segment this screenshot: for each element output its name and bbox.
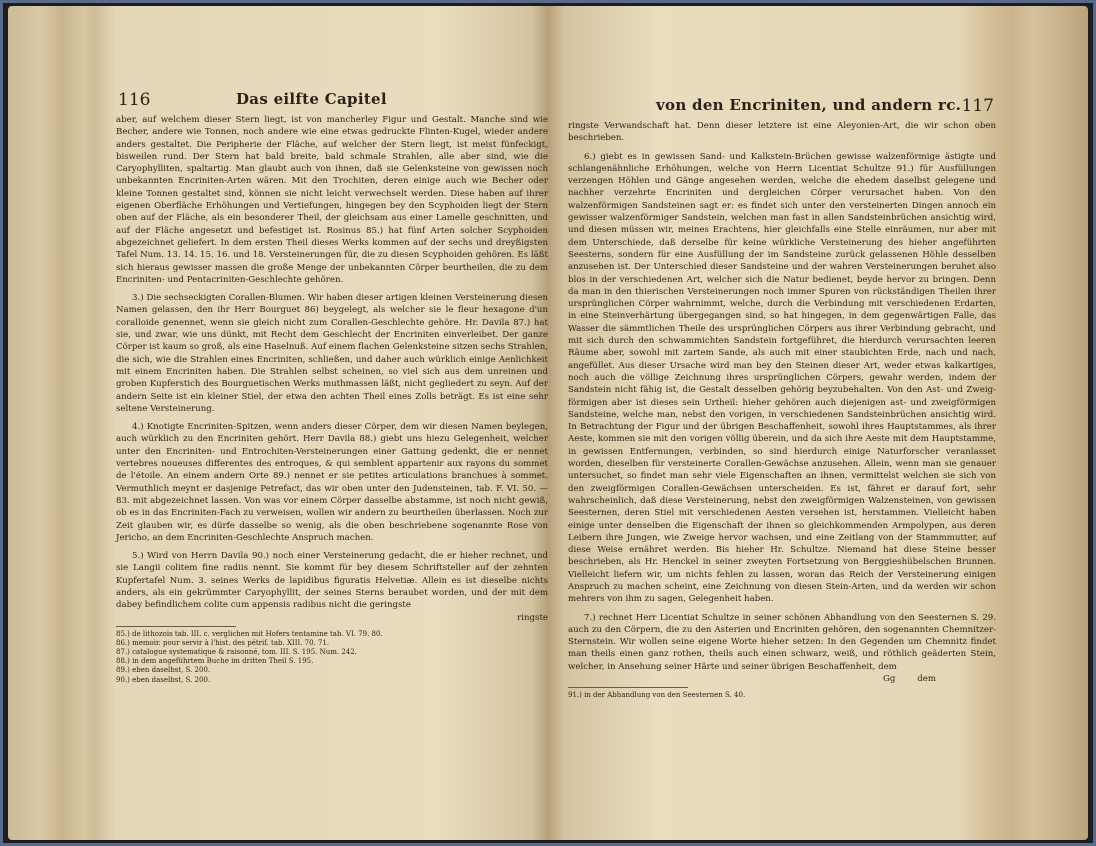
left-page-header bbox=[116, 84, 548, 114]
paragraph: 5.) Wird von Herrn Davila 90.) noch einer Versteinerung gedacht, die er hieher rechnet, und sie Langii colitem fine radiis nennt. Sie kommt für bey diesem Schriftsteller auf der zehnten Kupfertafel Num. 3. seines Werks de lapidibus figuratis Helvetiæ. Allein es ist dieselbe nichts anders, als ein gekrümmter Caryophyllit, der seines Sterns beraubet worden, und der mit dem dabey befindlichem colite cum appensis radibus nicht die geringste bbox=[116, 551, 548, 611]
signature-mark bbox=[568, 673, 996, 685]
right-footnotes bbox=[568, 691, 996, 700]
footnote: 89.) eben daselbst, S. 200. bbox=[116, 666, 211, 675]
left-catchword: ringste bbox=[517, 612, 548, 623]
footnote-rule bbox=[568, 687, 688, 688]
footnote: 87.) catalogue systematique & raisonné, tom. III. S. 195. Num. 242. bbox=[116, 647, 357, 656]
right-page bbox=[568, 90, 996, 820]
footnote: 88.) in dem angeführtem Buche im dritten Theil S. 195. bbox=[116, 657, 314, 666]
footnote: 90.) eben daselbst, S. 200. bbox=[116, 675, 211, 684]
paragraph: 3.) Die sechseckigten Corallen-Blumen. Wir haben dieser artigen kleinen Versteinerung diesen Namen gelassen, den ihr Herr Bourguet 86) beygelegt, als welcher sie le fleur hexagone d'un coralloide genennet, wenn sie gleich nicht zum Corallen-Geschlechte gehöre. Hr. Davila 87.) hat sie, und zwar, wie uns dünkt, mit Recht dem Geschlecht der Encriniten einverleibet. Der ganze Cörper ist kaum so groß, als eine Haselnuß. Auf einem flachen Gelenksteine sitzen sechs Strahlen, die sich, wie die Strahlen eines Encriniten, schließen, und daher auch würklich einige Aenlichkeit mit einem Encriniten haben. Die Strahlen selbst scheinen, so viel sich aus dem unreinen und groben Kupferstich des Bourguetischen Werks muthmassen läßt, nicht gegliedert zu seyn. Auf der andern Seite ist ein kleiner Stiel, der etwa den achten Theil eines Zolls beträgt. Es ist eine sehr seltene Versteinerung. bbox=[116, 293, 548, 414]
right-page-number: 117 bbox=[961, 96, 994, 116]
footnote: 91.) in der Abhandlung von den Seesternen S. 40. bbox=[568, 691, 746, 700]
left-page bbox=[116, 84, 548, 824]
footnote: 85.) de lithozois tab. III. c. verglichen mit Hofers tentamine tab. VI. 79. 80. bbox=[116, 629, 383, 638]
left-running-title: Das eilfte Capitel bbox=[236, 90, 387, 108]
paragraph: aber, auf welchem dieser Stern liegt, ist von mancherley Figur und Gestalt. Manche sind wie Becher, andere wie Tonnen, noch andere wie eine etwas gedruckte Flinten-Kugel, wieder andere anders gestaltet. Die Peripherie der Fläche, auf welcher der Stern liegt, ist meist fünfeckigt, bisweilen rund. Der Stern hat bald breite, bald schmale Strahlen, alle aber sind, wie die Caryophylliten, spaltartig. Man glaubt auch von ihnen, daß sie Gelenksteine von gewissen noch unbekannten Encriniten-Arten wären. Mit den Trochiten, deren einige auch wie Becher oder kleine Tonnen gestaltet sind, können sie nicht leicht verwechselt werden. Diese haben auf ihrer eigenen Oberfläche Erhöhungen und Vertiefungen, hingegen bey den Scyphoiden liegt der Stern oben auf der Fläche, als ein besonderer Theil, der gleichsam aus einer Lamelle geschnitten, und auf der Fläche angesetzt und befestiget ist. Rosinus 85.) hat fünf Arten solcher Scyphoiden abgezeichnet geliefert. In dem ersten Theil dieses Werks kommen auf der sechs und dreyßigsten Tafel Num. 13. 14. 15. 16. und 18. Versteinerungen für, die zu diesen Scyphoiden gehören. Es läßt sich hieraus gewisser massen die große Menge der unbekannten Cörper beurtheilen, die zu dem Encriniten- und Pentacriniten-Geschlechte gehören. bbox=[116, 115, 548, 285]
right-catchword: dem bbox=[917, 674, 936, 685]
paragraph: 6.) giebt es in gewissen Sand- und Kalkstein-Brüchen gewisse walzenförmige ästigte und schlangenähnliche Erhöhungen, welche von Herrn Licentiat Schultze 91.) für Ausfüllungen verzengen Höhlen und Gänge angesehen werden, welche die ehedem daselbst gelegene und nachher verzehrte Encriniten und dergleichen Cörper verursachet haben. Von den walzenförmigen Sandsteinen sagt er: es findet sich unter den versteinerten Dingen annoch ein gewisser walzenförmiger Sandstein, welchen man fast in allen Sandsteinbrüchen ansichtig wird, und diesen müssen wir, meines Erachtens, hier gleichfalls eine Stelle einräumen, nur aber mit dem Unterschiede, daß derselbe für keine würkliche Versteinerung des hieher angeführten Seesterns, sondern für eine Ausfüllung der im Sandsteine zurück gelassenen Höhle desselben anzusehen ist. Der Unterschied dieser Sandsteine und der wahren Versteinerungen beruhet also blos in der verschiedenen Art, welcher sich die Natur bedienet, beyde hervor zu bringen. Denn da man in den thierischen Versteinerungen noch immer Spuren von rückständigen Theilen ihrer ursprünglichen Cörper wahrnimmt, welche, durch die Verbindung mit verschiedenen Erdarten, in eine Steinverhärtung übergegangen sind, so hat hingegen, in dem gegenwärtigen Falle, das Wasser die sämmtlichen Theile des ursprünglichen Cörpers aus ihrer Verbindung gebracht, und mit sich durch den schwammichten Sandstein fortgeführet, die hierdurch verursachten leeren Räume aber, sowohl mit zartem Sande, als auch mit einer staubichten Erde, nach und nach, angefüllet. Aus dieser Ursache wird man bey den Steinen dieser Art, weder etwas kalkartiges, noch auch die völlige Zeichnung ihres ursprünglichen Cörpers, gewahr werden, indem der Sandstein nicht fähig ist, die Gestalt desselben gehörig beyzubehalten. Von den Ast- und Zweig-förmigen aber ist dieses sein Urtheil: hieher gehören auch diejenigen ast- und zweigförmigen Sandsteine, welche man, nebst den vorigen, in verschiedenen Sandsteinbrüchen ansichtig wird. In Betrachtung der Figur und der übrigen Beschaffenheit, sowohl ihres Hauptstammes, als ihrer Aeste, kommen sie mit den vorigen völlig überein, und da sich ihre Aeste mit dem Hauptstamme, in gewissen Entfernungen, verbinden, so sind hierdurch einige Naturforscher veranlasset worden, dieselben für versteinerte Corallen-Gewächse anzusehen. Allein, wenn man sie genauer untersuchet, so findet man sehr viele Eigenschaften an ihnen, vermittelst welchen sie sich von den zweigförmigen Corallen-Gewächsen unterscheiden. Es ist, fähret er darauf fort, sehr wahrscheinlich, daß diese Versteinerung, nebst den zweigförmigen Walzensteinen, von gewissen Seesternen, deren Stiel mit verschiedenen Aesten versehen ist, herstammen. Vielleicht haben einige unter denselben die Eigenschaft der ihnen so gleichkommenden Armpolypen, aus deren Leibern ihre Jungen, wie Zweige hervor wachsen, und eine Zeitlang von der Stammmutter, auf diese Weise ernähret werden. Bis hieher Hr. Schultze. Niemand hat diese Steine besser beschrieben, als Hr. Henckel in seiner zweyten Fortsetzung von Berggieshübelschen Brunnen. Vielleicht liefern wir, um nichts fehlen zu lassen, woran das Reich der Versteinerung einigen Anspruch zu machen scheint, eine Zeichnung von diesen Stein-Arten, und da werden wir schon mehrers von ihm zu sagen, Gelegenheit haben. bbox=[568, 151, 996, 605]
paragraph: 4.) Knotigte Encriniten-Spitzen, wenn anders dieser Cörper, dem wir diesen Namen beylegen, auch würklich zu den Encriniten gehört. Herr Davila 88.) giebt uns hiezu Gelegenheit, welcher unter den Encriniten- und Entrochiten-Versteinerungen einer Gattung gedenkt, die er nennet vertebres noueuses differentes des entroques, & qui semblent appartenir aux rayons du sommet de l'étoile. An einem andern Orte 89.) nennet er sie petites articulations branchues à sommet. Vermuthlich meynt er dasjenige Petrefact, das wir oben unter den Judensteinen, tab. F. VI. 50. — 83. mit abgezeichnet lassen. Von was vor einem Cörper dasselbe abstamme, ist noch nicht gewiß, ob es in das Encriniten-Fach zu verweisen, wollen wir andern zu beurtheilen überlassen. Noch zur Zeit glauben wir, es dürfe dasselbe so wenig, als die oben beschriebene sogenannte Rose von Jericho, an dem Encriniten-Geschlechte Anspruch machen. bbox=[116, 422, 548, 543]
right-page-header bbox=[568, 90, 996, 120]
right-running-title: von den Encriniten, und andern rc. bbox=[656, 96, 962, 114]
left-footnotes bbox=[116, 630, 548, 685]
footnote: 86.) memoir. pour servir à l'hist. des pétrif. tab. XIII. 70. 71. bbox=[116, 638, 330, 647]
left-page-number: 116 bbox=[118, 90, 151, 110]
open-book bbox=[8, 6, 1088, 840]
paragraph: ringste Verwandschaft hat. Denn dieser letztere ist eine Aleyonien-Art, die wir schon oben beschrieben. bbox=[568, 121, 996, 144]
footnote-rule bbox=[116, 626, 236, 627]
signature-text: Gg bbox=[883, 674, 896, 685]
right-page-body bbox=[568, 120, 996, 673]
paragraph: 7.) rechnet Herr Licentiat Schultze in seiner schönen Abhandlung von den Seesternen S. 29. auch zu den Cörpern, die zu den Asterien und Encriniten gehören, den sogenannten Chemnitzer-Sternstein. Wir wollen seine eigene Worte hieher setzen: In den Gegenden um Chemnitz findet man theils einen ganz rothen, theils auch einen schwarz, weiß, und röthlich geäderten Stein, welcher, in Ansehung seiner Härte und seiner übrigen Beschaffenheit, dem bbox=[568, 612, 996, 672]
left-page-body bbox=[116, 114, 548, 612]
